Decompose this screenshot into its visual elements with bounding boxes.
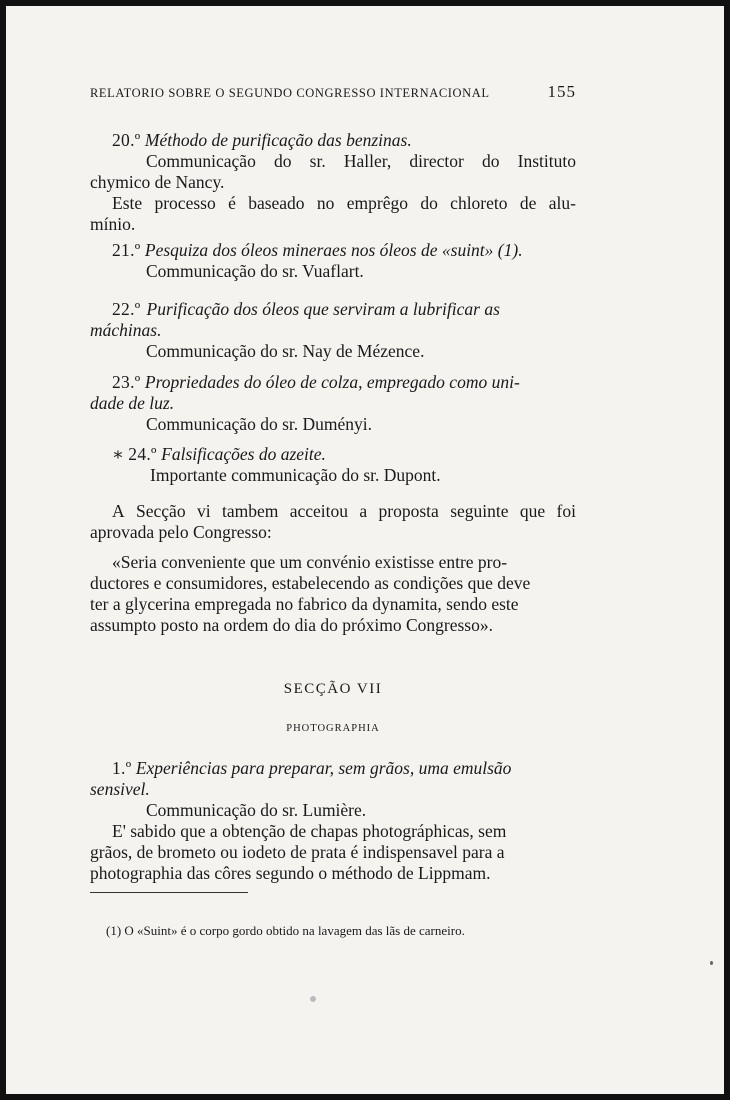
item-22-heading [90,299,576,320]
item-22 [90,299,576,362]
text-line: Communicação do sr. Haller, director do Instituto [146,151,576,171]
paragraph-secao-vi [90,501,576,543]
item-number: 1.º [112,758,132,778]
text-line: chymico de Nancy. [90,172,225,192]
item-title: Propriedades do óleo de colza, empregado como uni- [144,372,520,392]
item-title-cont: máchinas. [90,320,162,340]
paper-speck [310,996,316,1002]
text-line: Importante communicação do sr. Dupont. [150,465,441,485]
text-line: A Secção vi tambem acceitou a proposta seguinte que foi [112,501,576,521]
item-number: 24.º [128,444,157,464]
asterisk-marker: ∗ [112,444,124,464]
text-line: ductores e consumidores, estabelecendo as condições que deve [90,573,531,593]
item-number: 22.º [112,299,141,319]
item-number: 23.º [112,372,141,392]
item-s7-heading [90,758,576,779]
text-line: Communicação do sr. Vuaflart. [146,261,364,281]
item-title: Experiências para preparar, sem grãos, uma emulsão [135,758,512,778]
item-24 [90,444,576,486]
text-line: Communicação do sr. Nay de Mézence. [146,341,425,361]
page-number: 155 [547,82,576,101]
paper-speck [710,961,713,965]
item-20 [90,130,576,235]
item-21-heading [90,240,576,261]
item-23-heading [90,372,576,393]
quoted-proposal [90,552,576,636]
running-header [90,82,576,102]
text-line: aprovada pelo Congresso: [90,522,272,542]
footnote-rule [90,892,248,893]
item-20-heading [90,130,576,151]
item-number: 20.º [112,130,141,150]
text-line: Communicação do sr. Duményi. [146,414,373,434]
item-23 [90,372,576,435]
text-line [90,320,576,341]
text-line: «Seria conveniente que um convénio existisse entre pro- [112,552,508,572]
section-title: SECÇÃO VII [283,681,383,697]
text-line [90,393,576,414]
footnote: (1) O «Suint» é o corpo gordo obtido na lavagem das lãs de carneiro. [106,923,465,938]
text-line: assumpto posto na ordem do dia do próximo Congresso». [90,615,493,635]
text-line: Este processo é baseado no emprêgo do chloreto de alu- [112,193,576,213]
running-title: RELATORIO SOBRE O SEGUNDO CONGRESSO INTERNACIONAL [90,86,490,100]
item-number: 21.º [112,240,141,260]
item-title: Méthodo de purificação das benzinas. [144,130,412,150]
item-s7-1 [90,758,576,884]
text-line: mínio. [90,214,136,234]
item-21 [90,240,576,282]
section-subtitle: PHOTOGRAPHIA [286,723,380,734]
item-24-heading [90,444,576,465]
text-line [90,779,576,800]
text-line: Communicação do sr. Lumière. [146,800,367,820]
text-line: photographia das côres segundo o méthodo de Lippmam. [90,863,491,883]
item-title-cont: dade de luz. [90,393,175,413]
text-line: E' sabido que a obtenção de chapas photográphicas, sem [112,821,507,841]
item-title-cont: sensivel. [90,779,150,799]
book-page [6,6,724,1094]
item-title: Purificação dos óleos que serviram a lubrificar as [146,299,500,319]
item-title: Falsificações do azeite. [161,444,326,464]
item-title: Pesquiza dos óleos mineraes nos óleos de «suint» (1). [144,240,523,260]
text-line: ter a glycerina empregada no fabrico da dynamita, sendo este [90,594,519,614]
text-line: grãos, de brometo ou iodeto de prata é indispensavel para a [90,842,505,862]
